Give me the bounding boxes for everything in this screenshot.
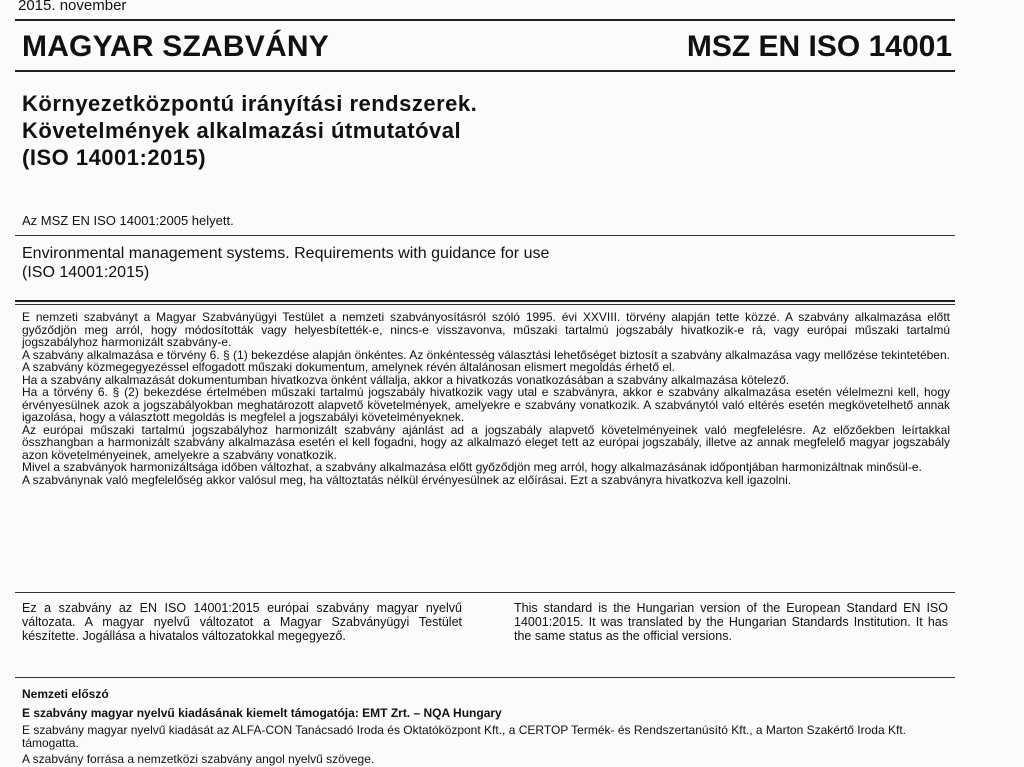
- legal-paragraph: A szabvány alkalmazása e törvény 6. § (1) bekezdése alapján önkéntes. Az önkéntesség választási lehetőséget biztosít a szabvány alkalmazása vagy mellőzése tekintetében. A szabvány közmegegyezéssel elfogadott műszaki dokumentum, amelynek révén általánosan elismert megoldás érhető el.: [22, 347, 950, 374]
- foreword-source: A szabvány forrása a nemzetközi szabvány angol nyelvű szövege.: [22, 752, 375, 766]
- header-rule: [15, 70, 955, 72]
- title-line: (ISO 14001:2015): [22, 145, 207, 170]
- legal-paragraph: Ha a törvény 6. § (2) bekezdése értelmében műszaki tartalmú jogszabály hivatkozik vagy utal e szabványra, akkor e szabvány alkalmazása esetén vélelmezni kell, hogy érvényesülnek azok a jogszabályokban meghatározott alapvető követelmények, amelyekre e szabvány vonatkozik. A szabványtól való eltérés esetén megkövetelhető annak igazolása, hogy a választott megoldás is megfelel a jogszabályi követelményeknek.: [22, 385, 950, 424]
- title-line: Követelmények alkalmazási útmutatóval: [22, 118, 462, 143]
- standard-number: MSZ EN ISO 14001: [686, 30, 952, 63]
- english-title: [22, 244, 549, 282]
- national-foreword: [22, 688, 952, 766]
- legal-rule-top-2: [15, 304, 955, 305]
- version-rule-bottom: [15, 677, 955, 678]
- english-title-line: (ISO 14001:2015): [22, 264, 150, 281]
- legal-paragraph: Az európai műszaki tartalmú jogszabályhoz harmonizált szabvány ajánlást ad a jogszabály alapvető követelményeinek való megfelelésre. Az előzőekben leírtakkal összhangban a harmonizált szabvány alkalmazása esetén el kell fogadni, hogy az alkalmazó eleget tett az európai jogszabály, illetve az annak megfelelő magyar jogszabály azon követelményeinek, amelyekre a szabvány vonatkozik.: [22, 422, 950, 462]
- version-rule-top: [15, 592, 955, 593]
- legal-paragraph: A szabványnak való megfelelőség akkor valósul meg, ha változtatás nélkül érvényesülnek az előírásai. Ezt a szabványra hivatkozva kell igazolni.: [22, 472, 792, 487]
- replaces-note: Az MSZ EN ISO 14001:2005 helyett.: [22, 213, 234, 228]
- standard-name: MAGYAR SZABVÁNY: [22, 30, 329, 63]
- legal-paragraph: Ha a szabvány alkalmazását dokumentumban hivatkozva önként vállalja, akkor a hivatkozás vonatkozásában a szabvány alkalmazása kötelező.: [22, 372, 790, 387]
- foreword-heading: Nemzeti előszó: [22, 687, 109, 701]
- legal-rule-top: [15, 300, 955, 302]
- version-note-hungarian: Ez a szabvány az EN ISO 14001:2015 európai szabvány magyar nyelvű változata. A magyar nyelvű változatot a Magyar Szabványügyi Testület készítette. Jogállása a hivatalos változatokkal megegyező.: [22, 601, 462, 643]
- title-line: Környezetközpontú irányítási rendszerek.: [22, 91, 478, 116]
- english-title-line: Environmental management systems. Requirements with guidance for use: [22, 245, 550, 262]
- legal-notice: [22, 311, 950, 486]
- publication-date: 2015. november: [18, 0, 127, 14]
- legal-paragraph: E nemzeti szabványt a Magyar Szabványügyi Testület a nemzeti szabványosításról szóló 1995. évi XXVIII. törvény alapján tette közzé. A szabvány alkalmazása előtt győződjön meg arról, hogy módosították vagy helyesbítették-e, nincs-e visszavonva, műszaki tartalmú jogszabály hivatkozik-e rá, vagy európai műszaki tartalmú jogszabályhoz harmonizált szabvány-e.: [22, 310, 950, 349]
- version-note-english: This standard is the Hungarian version of the European Standard EN ISO 14001:2015. It was translated by the Hungarian Standards Institution. It has the same status as the official versions.: [514, 601, 948, 643]
- top-rule: [15, 19, 955, 21]
- foreword-sponsor: E szabvány magyar nyelvű kiadásának kiemelt támogatója: EMT Zrt. – NQA Hungary: [22, 706, 502, 720]
- document-title: [22, 90, 477, 171]
- replaces-rule: [15, 235, 955, 236]
- foreword-text: E szabvány magyar nyelvű kiadását az ALFA-CON Tanácsadó Iroda és Oktatóközpont Kft., a CERTOP Termék- és Rendszertanúsító Kft., a Marton Szakértő Iroda Kft. támogatta.: [22, 723, 906, 750]
- legal-paragraph: Mivel a szabványok harmonizáltsága időben változhat, a szabvány alkalmazása előtt győződjön meg arról, hogy alkalmazásának időpontjában harmonizáltnak minősül-e.: [22, 460, 922, 474]
